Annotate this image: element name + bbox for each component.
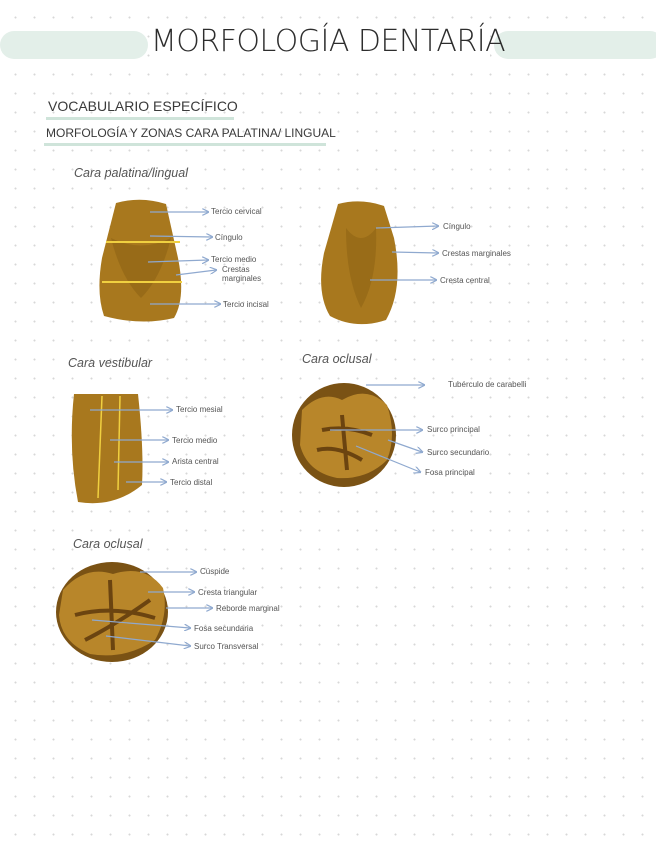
section-title-vestibular: Cara vestibular xyxy=(68,356,153,370)
label-tercio-distal: Tercio distal xyxy=(170,478,213,487)
subheading: MORFOLOGÍA Y ZONAS CARA PALATINA/ LINGUAL xyxy=(46,126,336,140)
label-tercio-incisal: Tercio incisal xyxy=(223,300,269,309)
label-tercio-cervical: Tercio cervical xyxy=(211,207,262,216)
label-tercio-medio: Tercio medio xyxy=(211,255,257,264)
section-title-oclusal-1: Cara oclusal xyxy=(302,352,372,366)
label-cingulo-2: Cíngulo xyxy=(443,222,471,231)
label-cresta-central: Cresta central xyxy=(440,276,490,285)
label-surco-secundario: Surco secundario xyxy=(427,448,490,457)
page-title: MORFOLOGÍA DENTARÍA xyxy=(150,24,506,59)
section-title-oclusal-2: Cara oclusal xyxy=(73,537,143,551)
label-crestas-marginales: Crestas marginales xyxy=(222,265,262,283)
heading: VOCABULARIO ESPECÍFICO xyxy=(48,98,238,114)
label-surco-transversal: Surco Transversal xyxy=(194,642,259,651)
label-tercio-mesial: Tercio mesial xyxy=(176,405,223,414)
label-reborde-marginal: Reborde marginal xyxy=(216,604,280,613)
label-arista-central: Arista central xyxy=(172,457,219,466)
label-cresta-triangular: Cresta triangular xyxy=(198,588,258,597)
label-fosa-principal: Fosa principal xyxy=(425,468,475,477)
label-cingulo: Cíngulo xyxy=(215,233,243,242)
label-tercio-medio-vest: Tercio medio xyxy=(172,436,218,445)
label-crestas-marginales-2: Crestas marginales xyxy=(442,249,511,258)
label-tuberculo-carabelli: Tubérculo de carabelli xyxy=(448,380,527,389)
label-cuspide: Cúspide xyxy=(200,567,230,576)
label-surco-principal: Surco principal xyxy=(427,425,480,434)
label-fosa-secundaria: Fosa secundaria xyxy=(194,624,254,633)
section-title-palatina: Cara palatina/lingual xyxy=(74,166,188,180)
